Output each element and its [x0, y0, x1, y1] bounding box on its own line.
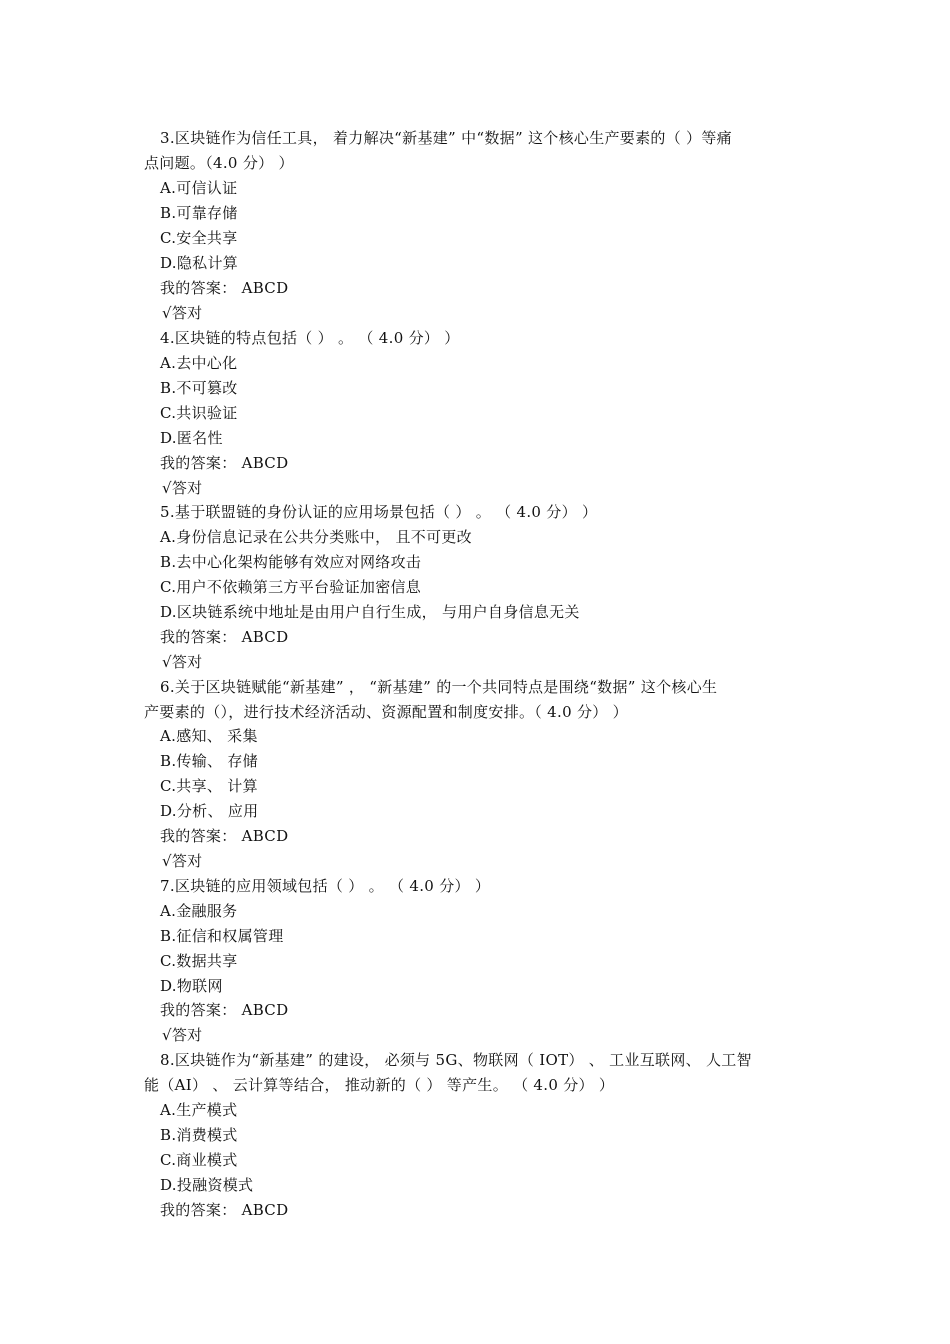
question-stem: 产要素的（），进行技术经济活动、资源配置和制度安排。（ 4.0 分） ） [144, 703, 628, 721]
question-stem: 7.区块链的应用领域包括（ ） 。 （ 4.0 分） ） [160, 877, 491, 895]
question-stem: 能（AI） 、 云计算等结合， 推动新的（ ） 等产生。 （ 4.0 分） ） [144, 1076, 615, 1094]
option-d: D.物联网 [160, 977, 223, 995]
my-answer: 我的答案： ABCD [160, 454, 289, 472]
option-b: B.传输、 存储 [160, 752, 258, 770]
option-d: D.分析、 应用 [160, 802, 259, 820]
option-b: B.去中心化架构能够有效应对网络攻击 [160, 553, 422, 571]
option-a: A.金融服务 [160, 902, 238, 920]
option-d: D.区块链系统中地址是由用户自行生成， 与用户自身信息无关 [160, 603, 580, 621]
option-c: C.安全共享 [160, 229, 238, 247]
my-answer: 我的答案： ABCD [160, 1201, 289, 1219]
question-stem: 点问题。（4.0 分） ） [144, 154, 294, 172]
option-c: C.数据共享 [160, 952, 238, 970]
answer-result: √答对 [162, 852, 203, 870]
option-b: B.征信和权属管理 [160, 927, 284, 945]
option-d: D.隐私计算 [160, 254, 239, 272]
option-a: A.感知、 采集 [160, 727, 258, 745]
option-a: A.可信认证 [160, 179, 238, 197]
option-d: D.投融资模式 [160, 1176, 254, 1194]
answer-result: √答对 [162, 479, 203, 497]
my-answer: 我的答案： ABCD [160, 279, 289, 297]
question-stem: 5.基于联盟链的身份认证的应用场景包括（ ） 。 （ 4.0 分） ） [160, 503, 598, 521]
option-a: A.生产模式 [160, 1101, 238, 1119]
question-stem: 3.区块链作为信任工具， 着力解决“新基建” 中“数据” 这个核心生产要素的（ ）等痛 [160, 129, 732, 147]
option-c: C.共识验证 [160, 404, 238, 422]
my-answer: 我的答案： ABCD [160, 628, 289, 646]
option-b: B.可靠存储 [160, 204, 238, 222]
option-d: D.匿名性 [160, 429, 223, 447]
option-b: B.不可篡改 [160, 379, 238, 397]
option-a: A.身份信息记录在公共分类账中， 且不可更改 [160, 528, 472, 546]
answer-result: √答对 [162, 1026, 203, 1044]
question-stem: 4.区块链的特点包括（ ） 。 （ 4.0 分） ） [160, 329, 460, 347]
option-c: C.商业模式 [160, 1151, 238, 1169]
option-a: A.去中心化 [160, 354, 238, 372]
option-c: C.用户不依赖第三方平台验证加密信息 [160, 578, 422, 596]
answer-result: √答对 [162, 304, 203, 322]
question-stem: 8.区块链作为“新基建” 的建设， 必须与 5G、物联网（ IOT） 、 工业互联网、 人工智 [160, 1051, 752, 1069]
question-stem: 6.关于区块链赋能“新基建” ， “新基建” 的一个共同特点是围绕“数据” 这个核心生 [160, 678, 718, 696]
answer-result: √答对 [162, 653, 203, 671]
my-answer: 我的答案： ABCD [160, 1001, 289, 1019]
option-b: B.消费模式 [160, 1126, 238, 1144]
option-c: C.共享、 计算 [160, 777, 258, 795]
my-answer: 我的答案： ABCD [160, 827, 289, 845]
